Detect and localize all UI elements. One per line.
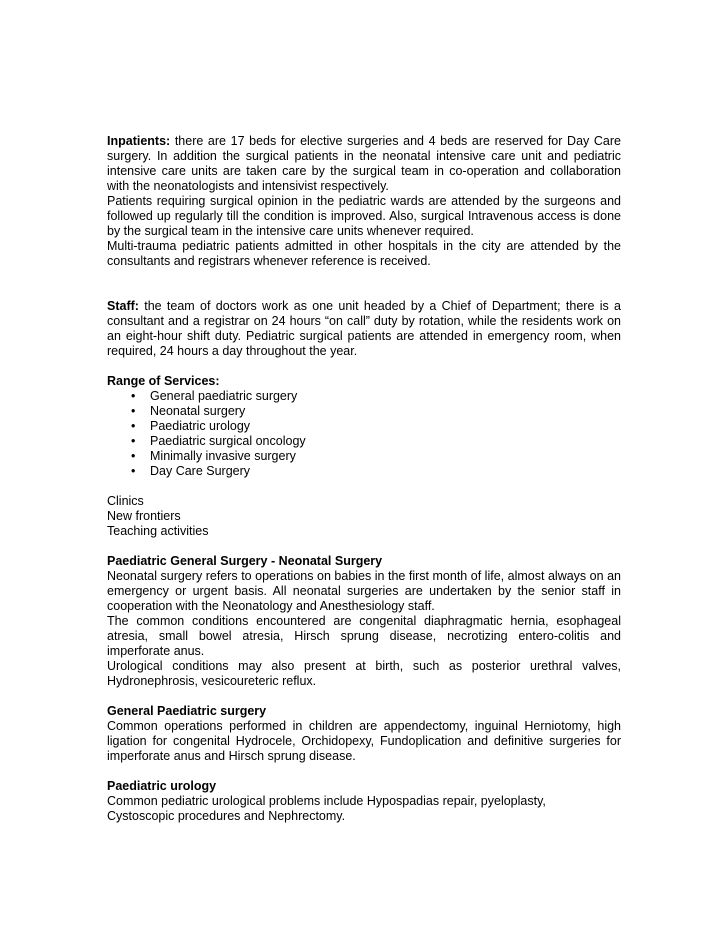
- document-body: [107, 134, 621, 824]
- inpatients-text: there are 17 beds for elective surgeries and 4 beds are reserved for Day Care surgery. In addition the surgical patients in the neonatal intensive care unit and pediatric intensive care units are taken care by the surgical team in co-operation and collaboration with the neonatologists and intensivist respectively.: [107, 134, 621, 193]
- services-section: [107, 374, 621, 479]
- teaching-activities-text: Teaching activities: [107, 524, 209, 538]
- list-item: [131, 464, 621, 479]
- urology-line-1: Common pediatric urological problems include Hypospadias repair, pyeloplasty,: [107, 794, 546, 808]
- neonatal-section: [107, 554, 621, 689]
- bullet-icon: •: [131, 464, 136, 478]
- urology-line-2: Cystoscopic procedures and Nephrectomy.: [107, 809, 346, 823]
- services-heading-text: Range of Services:: [107, 374, 220, 388]
- list-item: [131, 434, 621, 449]
- service-label: Minimally invasive surgery: [150, 449, 296, 463]
- new-frontiers-text: New frontiers: [107, 509, 181, 523]
- service-label: Neonatal surgery: [150, 404, 246, 418]
- general-surgery-section: [107, 704, 621, 764]
- neonatal-heading-text: Paediatric General Surgery - Neonatal Surgery: [107, 554, 383, 568]
- bullet-icon: •: [131, 404, 136, 418]
- inpatients-paragraph-2: Patients requiring surgical opinion in the pediatric wards are attended by the surgeons and followed up regularly till the condition is improved. Also, surgical Intravenous access is done by the surgical team in the intensive care units whenever required.: [107, 194, 621, 238]
- staff-label: Staff:: [107, 299, 139, 313]
- bullet-icon: •: [131, 449, 136, 463]
- urology-section: [107, 779, 621, 824]
- list-item: [131, 389, 621, 404]
- inpatients-section: [107, 134, 621, 269]
- inpatients-paragraph-3: Multi-trauma pediatric patients admitted in other hospitals in the city are attended by the consultants and registrars whenever reference is received.: [107, 239, 621, 268]
- neonatal-paragraph-3: Urological conditions may also present at birth, such as posterior urethral valves, Hydronephrosis, vesicoureteric reflux.: [107, 659, 621, 688]
- list-item: [131, 449, 621, 464]
- bullet-icon: •: [131, 389, 136, 403]
- staff-paragraph: [107, 299, 621, 359]
- staff-section: [107, 299, 621, 359]
- neonatal-paragraph-1: Neonatal surgery refers to operations on babies in the first month of life, almost always on an emergency or urgent basis. All neonatal surgeries are undertaken by the senior staff in cooperation with the Neonatology and Anesthesiology staff.: [107, 569, 621, 613]
- inpatients-paragraph: [107, 134, 621, 194]
- clinics-text: Clinics: [107, 494, 144, 508]
- other-links: [107, 494, 621, 539]
- general-surgery-heading-text: General Paediatric surgery: [107, 704, 267, 718]
- list-item: [131, 404, 621, 419]
- general-surgery-paragraph: Common operations performed in children are appendectomy, inguinal Herniotomy, high ligation for congenital Hydrocele, Orchidopexy, Fundoplication and definitive surgeries for imperforate anus and Hirsch sprung disease.: [107, 719, 621, 763]
- general-surgery-heading: [107, 704, 621, 719]
- list-item: [131, 419, 621, 434]
- service-label: Paediatric surgical oncology: [150, 434, 306, 448]
- neonatal-heading: [107, 554, 621, 569]
- service-label: Paediatric urology: [150, 419, 251, 433]
- bullet-icon: •: [131, 419, 136, 433]
- urology-heading: [107, 779, 621, 794]
- neonatal-paragraph-2: The common conditions encountered are congenital diaphragmatic hernia, esophageal atresia, small bowel atresia, Hirsch sprung disease, necrotizing entero-colitis and imperforate anus.: [107, 614, 621, 658]
- urology-heading-text: Paediatric urology: [107, 779, 217, 793]
- staff-text: the team of doctors work as one unit headed by a Chief of Department; there is a consultant and a registrar on 24 hours “on call” duty by rotation, while the residents work on an eight-hour shift duty. Pediatric surgical patients are attended in emergency room, when required, 24 hours a day throughout the year.: [107, 299, 621, 358]
- bullet-icon: •: [131, 434, 136, 448]
- service-label: General paediatric surgery: [150, 389, 298, 403]
- service-label: Day Care Surgery: [150, 464, 251, 478]
- services-list: [107, 389, 621, 479]
- inpatients-label: Inpatients:: [107, 134, 171, 148]
- services-heading: [107, 374, 621, 389]
